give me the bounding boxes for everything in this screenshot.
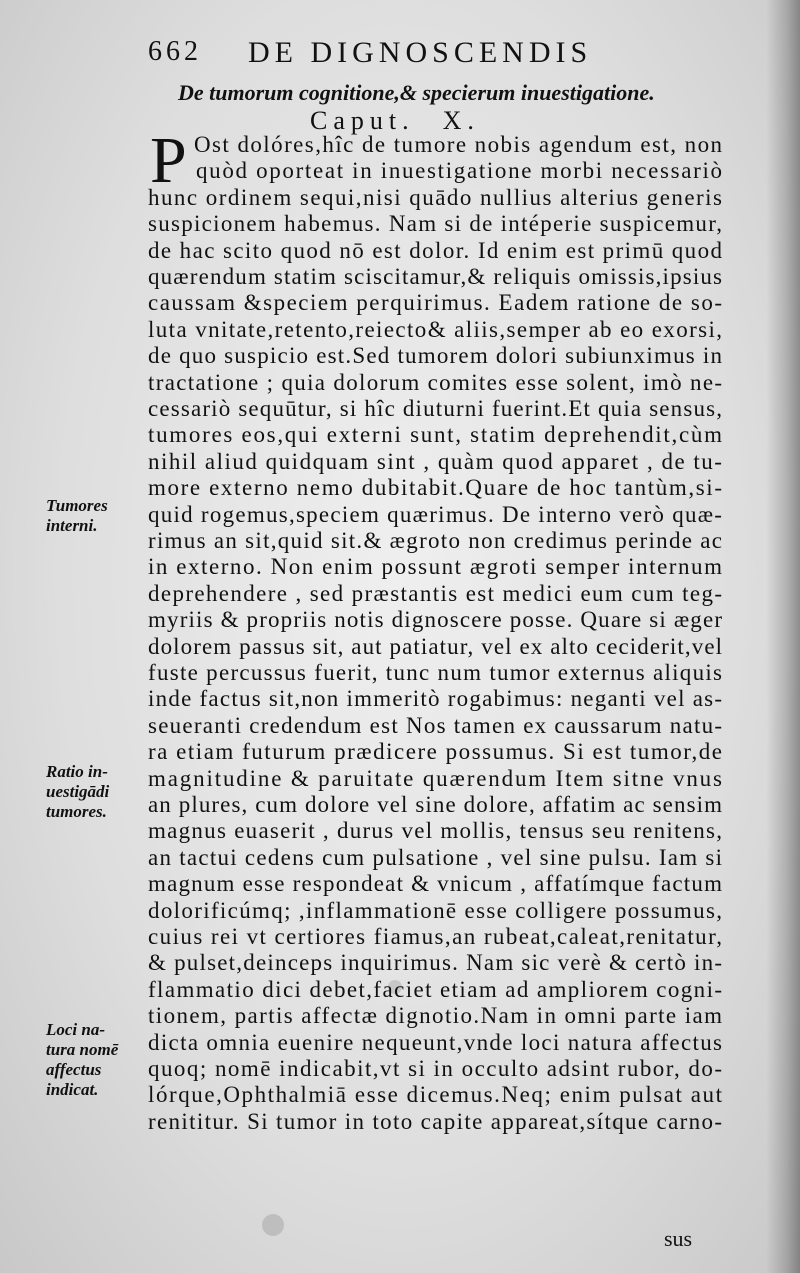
folio-number: 662 xyxy=(148,36,202,67)
text-line: suspicionem habemus. Nam si de intéperie suspicemur, xyxy=(148,211,724,237)
margin-note xyxy=(46,496,142,536)
margin-note-line: Ratio in- xyxy=(46,762,108,781)
text-line: an plures, cum dolore vel sine dolore, affatim ac sensim xyxy=(148,792,724,817)
text-line: myriis & propriis notis dignoscere posse. Quare si æger xyxy=(148,607,724,633)
paper-speck xyxy=(262,1214,284,1236)
text-line: fuste percussus fuerit, tunc num tumor externus aliquis xyxy=(148,660,724,685)
text-line: quærendum statim sciscitamur,& reliquis omissis,ipsius xyxy=(148,264,724,289)
text-line: seueranti credendum est Nos tamen ex caussarum natu- xyxy=(148,712,724,738)
paper-speck xyxy=(388,980,402,994)
page-spine-shadow xyxy=(766,0,800,1273)
text-line: more externo nemo dubitabit.Quare de hoc tantùm,si- xyxy=(148,475,724,501)
text-line: rimus an sit,quid sit.& ægroto non credimus perinde ac xyxy=(148,528,724,553)
text-line: caussam &speciem perquirimus. Eadem ratione de so- xyxy=(148,290,724,316)
text-line: magnum esse respondeat & vnicum , affatímque factum xyxy=(148,871,724,897)
drop-capital: P xyxy=(150,124,187,197)
text-line: deprehendere , sed præstantis est medici eum cum teg- xyxy=(148,580,724,606)
margin-note-line: affectus xyxy=(46,1060,102,1079)
chapter-subtitle: De tumorum cognitione,& specierum inuestigatione. xyxy=(178,80,655,105)
chapter-label: Caput. xyxy=(310,106,415,135)
text-line: quoq; nomē indicabit,vt si in occulto adsint rubor, do- xyxy=(148,1056,724,1081)
text-line: & pulset,deinceps inquirimus. Nam sic verè & certò in- xyxy=(148,950,724,976)
text-line: tionem, partis affectæ dignotio.Nam in omni parte iam xyxy=(148,1003,724,1029)
paper-speck xyxy=(610,1120,620,1130)
text-line: dolorem passus sit, aut patiatur, vel ex alto ceciderit,vel xyxy=(148,633,724,659)
chapter-number: X. xyxy=(442,106,480,135)
catchword: sus xyxy=(664,1226,693,1251)
margin-note-line: interni. xyxy=(46,516,98,535)
text-line: de hac scito quod nō est dolor. Id enim est primū quod xyxy=(148,237,724,263)
text-line: de quo suspicio est.Sed tumorem dolori subiunximus in xyxy=(148,343,724,369)
text-line: renititur. Si tumor in toto capite appareat,sítque carno- xyxy=(148,1108,724,1134)
margin-note-line: indicat. xyxy=(46,1080,99,1099)
margin-note-line: tura nomē xyxy=(46,1040,119,1059)
margin-note-line: uestigādi xyxy=(46,782,110,801)
margin-note-line: Loci na- xyxy=(46,1020,106,1039)
text-line: dolorificúmq; ,inflammationē esse colligere possumus, xyxy=(148,897,724,923)
text-line: tractatione ; quia dolorum comites esse solent, imò ne- xyxy=(148,369,724,395)
text-line: cuius rei vt certiores fiamus,an rubeat,caleat,renitatur, xyxy=(148,924,724,949)
text-line: ra etiam futurum prædicere possumus. Si est tumor,de xyxy=(148,739,724,765)
text-line: inde factus sit,non immeritò rogabimus: neganti vel as- xyxy=(148,686,724,712)
text-line: flammatio dici debet,faciet etiam ad ampliorem cogni- xyxy=(148,976,724,1002)
text-line: luta vnitate,retento,reiecto& aliis,semper ab eo exorsi, xyxy=(148,316,724,342)
text-line: magnitudine & paruitate quærendum Item sitne vnus xyxy=(148,765,724,791)
text-line: lórque,Ophthalmiā esse dicemus.Neq; enim pulsat aut xyxy=(148,1082,724,1108)
text-line: Ost dolóres,hîc de tumore nobis agendum est, non xyxy=(194,132,724,157)
running-title: DE DIGNOSCENDIS xyxy=(248,36,593,69)
text-line: magnus euaserit , durus vel mollis, tensus seu renitens, xyxy=(148,818,724,844)
text-line: dicta omnia euenire nequeunt,vnde loci natura affectus xyxy=(148,1029,724,1055)
text-line: in externo. Non enim possunt ægroti semper internum xyxy=(148,554,724,580)
margin-note-line: Tumores xyxy=(46,496,108,515)
text-line: tumores eos,qui externi sunt, statim deprehendit,cùm xyxy=(148,422,724,448)
margin-note-line: tumores. xyxy=(46,802,107,821)
text-line: quòd oporteat in inuestigatione morbi necessariò xyxy=(196,158,724,184)
margin-note xyxy=(46,762,142,822)
text-line: an tactui cedens cum pulsatione , vel sine pulsu. Iam si xyxy=(148,844,724,870)
text-line: quid rogemus,speciem quærimus. De interno verò quæ- xyxy=(148,501,724,527)
text-line: nihil aliud quidquam sint , quàm quod apparet , de tu- xyxy=(148,448,724,474)
text-line: cessariò sequūtur, si hîc diuturni fuerint.Et quia sensus, xyxy=(148,396,724,421)
text-line: hunc ordinem sequi,nisi quādo nullius alterius generis xyxy=(148,184,724,210)
margin-note xyxy=(46,1020,142,1100)
